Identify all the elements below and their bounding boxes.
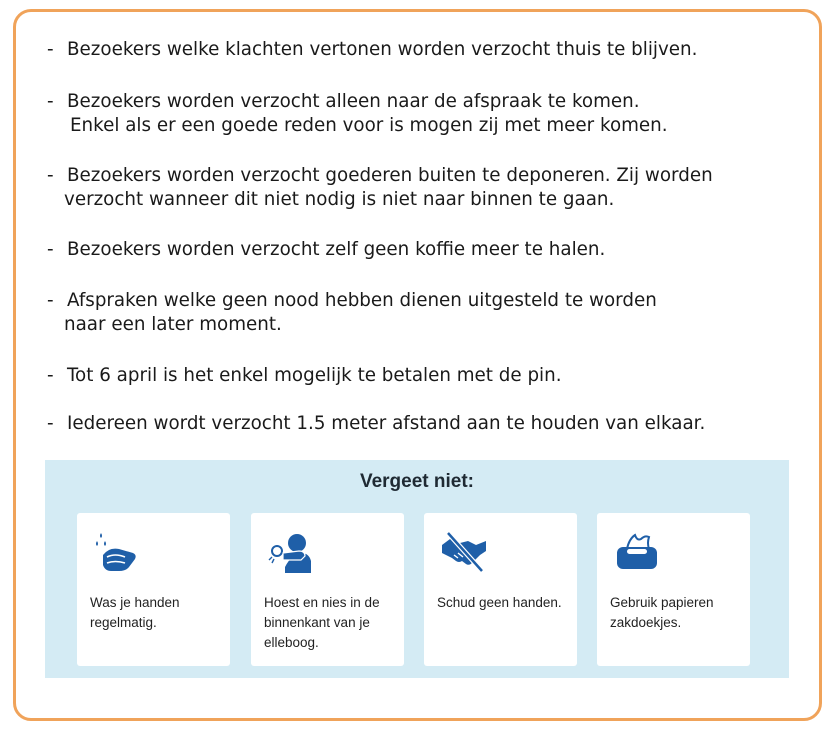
reminder-panel <box>45 460 789 678</box>
rule-6 <box>47 364 562 388</box>
no-handshake-icon <box>440 527 488 575</box>
rule-1 <box>47 38 697 62</box>
reminder-card-label: Was je handen regelmatig. <box>90 595 180 630</box>
reminder-card-label: Gebruik papieren zakdoekjes. <box>610 595 714 630</box>
rule-dash: - <box>47 239 54 260</box>
rule-4 <box>47 238 605 262</box>
rule-text: Bezoekers worden verzocht goederen buiten te deponeren. Zij worden <box>67 165 713 186</box>
reminder-title: Vergeet niet: <box>359 471 475 492</box>
tissue-box-icon <box>613 527 661 575</box>
rule-text: Tot 6 april is het enkel mogelijk te betalen met de pin. <box>67 365 562 386</box>
rule-5 <box>47 289 657 337</box>
rule-text-continued: Enkel als er een goede reden voor is mogen zij met meer komen. <box>70 115 668 136</box>
rule-dash: - <box>47 165 54 186</box>
rule-text: Afspraken welke geen nood hebben dienen uitgesteld te worden <box>67 290 657 311</box>
cough-elbow-icon <box>267 527 315 575</box>
rule-dash: - <box>47 365 54 386</box>
rule-3 <box>47 164 713 212</box>
rule-text: Bezoekers worden verzocht alleen naar de afspraak te komen. <box>67 91 640 112</box>
rule-text-continued: naar een later moment. <box>64 314 282 335</box>
reminder-card-label: Schud geen handen. <box>437 595 562 610</box>
reminder-card-cough-elbow <box>251 513 404 666</box>
rule-text-continued: verzocht wanneer dit niet nodig is niet naar binnen te gaan. <box>64 189 615 210</box>
rule-dash: - <box>47 413 54 434</box>
rule-text: Iedereen wordt verzocht 1.5 meter afstand aan te houden van elkaar. <box>67 413 706 434</box>
reminder-card-no-handshake <box>424 513 577 666</box>
hand-wash-icon <box>93 527 141 575</box>
rule-dash: - <box>47 290 54 311</box>
rule-text: Bezoekers worden verzocht zelf geen koffie meer te halen. <box>67 239 606 260</box>
rule-dash: - <box>47 39 54 60</box>
rule-2 <box>47 90 668 138</box>
rule-7 <box>47 412 705 436</box>
reminder-card-wash-hands <box>77 513 230 666</box>
rule-dash: - <box>47 91 54 112</box>
reminder-card-tissues <box>597 513 750 666</box>
reminder-card-label: Hoest en nies in de binnenkant van je elleboog. <box>264 595 380 650</box>
rule-text: Bezoekers welke klachten vertonen worden verzocht thuis te blijven. <box>67 39 698 60</box>
